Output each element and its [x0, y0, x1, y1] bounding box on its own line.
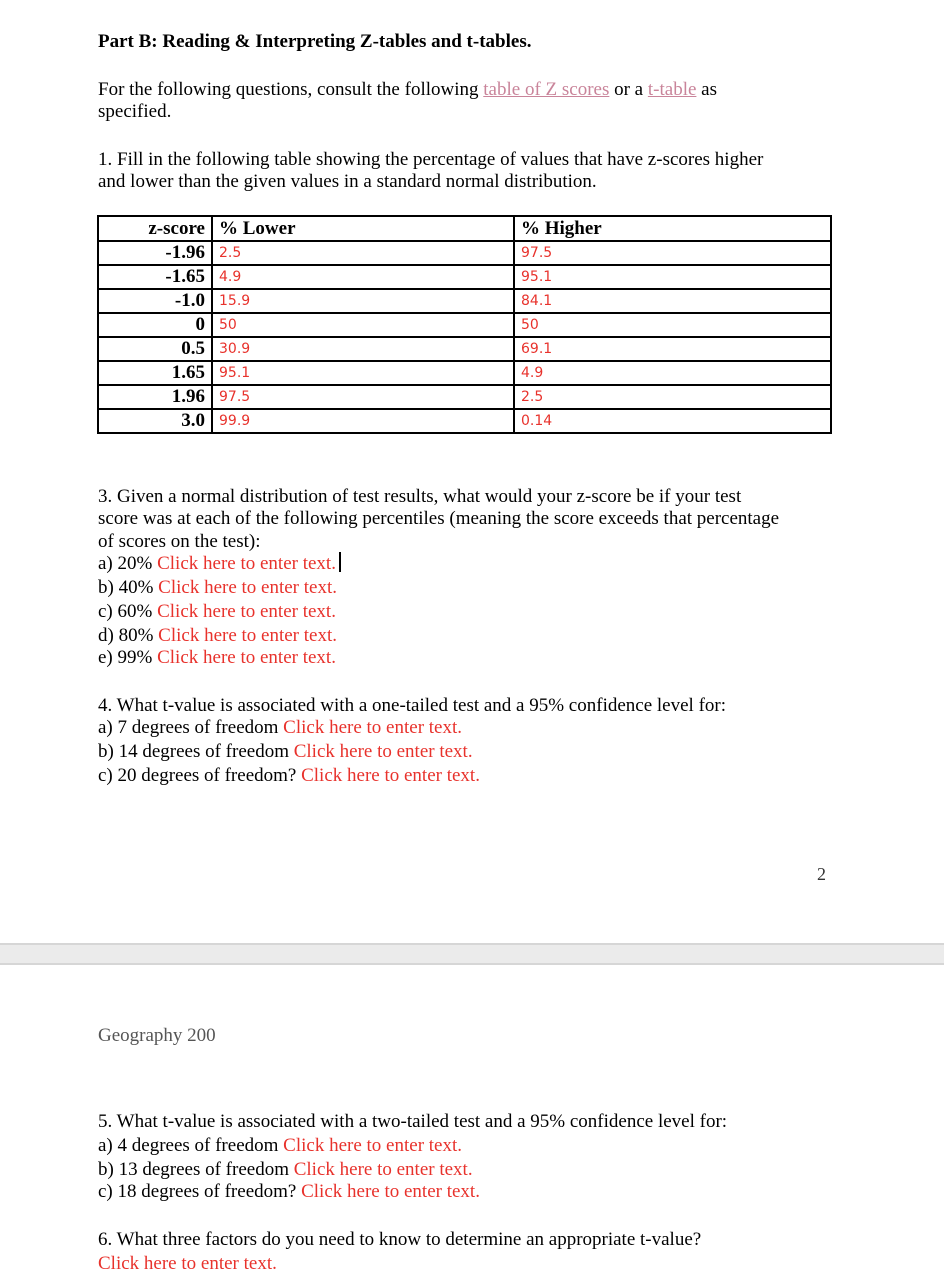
q3-item-c — [98, 600, 336, 623]
percent-higher-cell[interactable]: 50 — [514, 313, 831, 337]
answer-field[interactable]: Click here to enter text. — [158, 577, 338, 598]
percent-higher-cell[interactable]: 95.1 — [514, 265, 831, 289]
answer-field[interactable]: Click here to enter text. — [157, 553, 336, 574]
text-caret — [339, 552, 341, 572]
q5-item-label: c) 18 degrees of freedom? — [98, 1181, 302, 1202]
answer-field[interactable]: Click here to enter text. — [157, 647, 336, 668]
q5-item-a — [98, 1134, 462, 1157]
percent-higher-cell[interactable]: 2.5 — [514, 385, 831, 409]
q3-line-1: 3. Given a normal distribution of test results, what would your z-score be if your test — [98, 486, 742, 507]
q4-item-label: a) 7 degrees of freedom — [98, 717, 284, 738]
z-score-cell: 1.65 — [98, 361, 212, 385]
percent-lower-cell[interactable]: 2.5 — [212, 241, 514, 265]
answer-field[interactable]: Click here to enter text. — [293, 741, 473, 762]
answer-field[interactable]: Click here to enter text. — [283, 717, 463, 738]
q1-line-1: 1. Fill in the following table showing the percentage of values that have z-scores higher — [98, 149, 764, 170]
page-number: 2 — [817, 864, 826, 884]
q3-line-3: of scores on the test): — [98, 531, 261, 552]
percent-lower-cell[interactable]: 99.9 — [212, 409, 514, 433]
percent-lower-cell[interactable]: 97.5 — [212, 385, 514, 409]
percent-lower-cell[interactable]: 15.9 — [212, 289, 514, 313]
answer-field[interactable]: Click here to enter text. — [98, 1253, 277, 1274]
table-row — [98, 361, 831, 385]
q5-line-1: 5. What t-value is associated with a two-tailed test and a 95% confidence level for: — [98, 1111, 728, 1132]
z-score-cell: 0 — [98, 313, 212, 337]
z-score-table — [97, 215, 832, 434]
q4-item-label: c) 20 degrees of freedom? — [98, 765, 302, 786]
q5-item-label: a) 4 degrees of freedom — [98, 1135, 284, 1156]
z-score-cell: -1.0 — [98, 289, 212, 313]
page-break — [0, 943, 944, 965]
header-percent-higher: % Higher — [514, 216, 831, 241]
answer-field[interactable]: Click here to enter text. — [301, 765, 480, 786]
answer-field[interactable]: Click here to enter text. — [301, 1181, 480, 1202]
z-score-cell: 1.96 — [98, 385, 212, 409]
q3-item-label: b) 40% — [98, 577, 159, 598]
q4-item-label: b) 14 degrees of freedom — [98, 741, 294, 762]
table-row — [98, 241, 831, 265]
q3-line-2: score was at each of the following percentiles (meaning the score exceeds that percentage — [98, 508, 780, 529]
answer-field[interactable]: Click here to enter text. — [158, 625, 338, 646]
table-row — [98, 337, 831, 361]
page-header-course: Geography 200 — [98, 1025, 216, 1046]
percent-lower-cell[interactable]: 50 — [212, 313, 514, 337]
table-row — [98, 385, 831, 409]
answer-field[interactable]: Click here to enter text. — [293, 1159, 473, 1180]
intro-text-before: For the following questions, consult the following — [98, 79, 484, 100]
answer-field[interactable]: Click here to enter text. — [157, 601, 336, 622]
intro-line-1 — [98, 78, 717, 101]
percent-higher-cell[interactable]: 4.9 — [514, 361, 831, 385]
z-score-cell: 3.0 — [98, 409, 212, 433]
q3-item-label: d) 80% — [98, 625, 159, 646]
q3-item-b — [98, 576, 337, 599]
q4-line-1: 4. What t-value is associated with a one-tailed test and a 95% confidence level for: — [98, 695, 727, 716]
intro-text-middle: or a — [609, 79, 648, 100]
table-row — [98, 289, 831, 313]
part-title: Part B: Reading & Interpreting Z-tables and t-tables. — [98, 31, 532, 52]
q1-line-2: and lower than the given values in a standard normal distribution. — [98, 171, 597, 192]
intro-line-2: specified. — [98, 101, 172, 122]
percent-lower-cell[interactable]: 4.9 — [212, 265, 514, 289]
percent-higher-cell[interactable]: 69.1 — [514, 337, 831, 361]
q5-item-c — [98, 1180, 480, 1203]
q4-item-c — [98, 764, 480, 787]
intro-text-after: as — [696, 79, 717, 100]
table-row — [98, 265, 831, 289]
percent-higher-cell[interactable]: 84.1 — [514, 289, 831, 313]
q3-item-label: e) 99% — [98, 647, 158, 668]
table-row — [98, 313, 831, 337]
percent-higher-cell[interactable]: 0.14 — [514, 409, 831, 433]
q4-item-a — [98, 716, 462, 739]
q3-item-label: c) 60% — [98, 601, 158, 622]
header-percent-lower: % Lower — [212, 216, 514, 241]
table-row — [98, 409, 831, 433]
answer-field[interactable]: Click here to enter text. — [283, 1135, 463, 1156]
z-score-cell: 0.5 — [98, 337, 212, 361]
z-score-cell: -1.96 — [98, 241, 212, 265]
percent-lower-cell[interactable]: 30.9 — [212, 337, 514, 361]
q5-item-b — [98, 1158, 473, 1181]
q6-answer — [98, 1252, 277, 1275]
q5-item-label: b) 13 degrees of freedom — [98, 1159, 294, 1180]
t-table-link[interactable]: t-table — [647, 79, 697, 100]
q4-item-b — [98, 740, 473, 763]
q3-item-label: a) 20% — [98, 553, 158, 574]
table-header-row — [98, 216, 831, 241]
z-score-cell: -1.65 — [98, 265, 212, 289]
percent-higher-cell[interactable]: 97.5 — [514, 241, 831, 265]
q3-item-e — [98, 646, 336, 669]
z-table-link[interactable]: table of Z scores — [483, 79, 610, 100]
q3-item-a — [98, 552, 341, 575]
q3-item-d — [98, 624, 337, 647]
percent-lower-cell[interactable]: 95.1 — [212, 361, 514, 385]
header-z-score: z-score — [98, 216, 212, 241]
q6-line-1: 6. What three factors do you need to know to determine an appropriate t-value? — [98, 1229, 702, 1250]
